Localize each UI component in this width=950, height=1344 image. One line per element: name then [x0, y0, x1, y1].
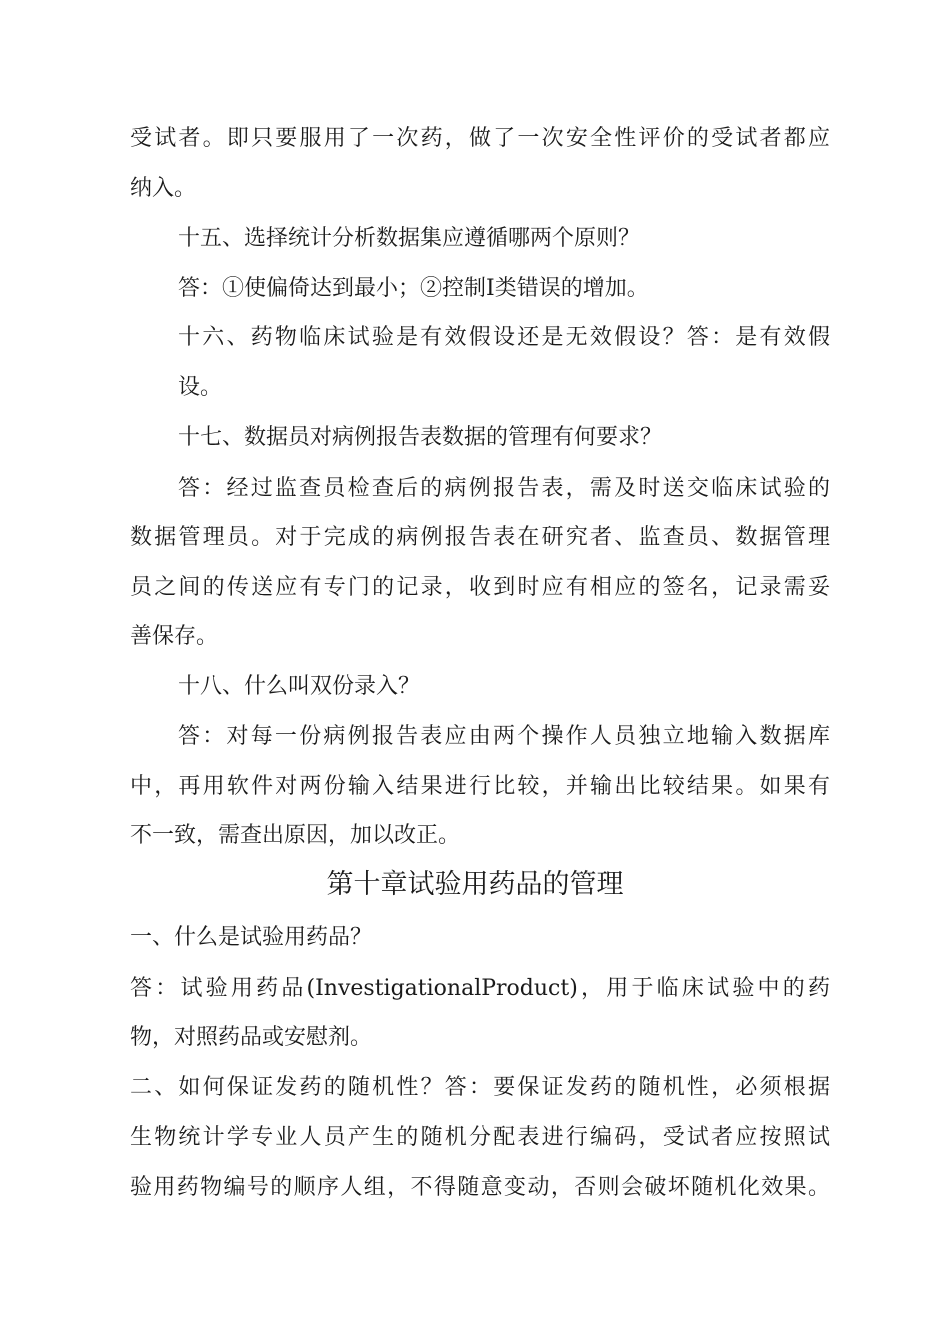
- paragraph-line: 生物统计学专业人员产生的随机分配表进行编码，受试者应按照试: [130, 1125, 830, 1150]
- question-18: 十八、什么叫双份录入？: [178, 674, 421, 699]
- question-2: 二、如何保证发药的随机性？答：要保证发药的随机性，必须根据: [130, 1075, 830, 1100]
- paragraph-line: 善保存。: [130, 624, 219, 649]
- paragraph-line: 中，再用软件对两份输入结果进行比较，并输出比较结果。如果有: [130, 774, 830, 799]
- paragraph-line: 员之间的传送应有专门的记录，收到时应有相应的签名，记录需妥: [130, 575, 830, 600]
- answer-1: 答：试验用药品(InvestigationalProduct)，用于临床试验中的药: [130, 976, 830, 1001]
- question-16-continued: 设。: [178, 375, 223, 400]
- paragraph-line: 数据管理员。对于完成的病例报告表在研究者、监查员、数据管理: [130, 525, 830, 550]
- answer-15: 答：①使偏倚达到最小；②控制Ⅰ类错误的增加。: [178, 276, 649, 301]
- answer-17: 答：经过监查员检查后的病例报告表，需及时送交临床试验的: [178, 476, 830, 501]
- question-17: 十七、数据员对病例报告表数据的管理有何要求？: [178, 425, 663, 450]
- answer-18: 答：对每一份病例报告表应由两个操作人员独立地输入数据库: [178, 724, 830, 749]
- paragraph-line: 物，对照药品或安慰剂。: [130, 1025, 373, 1050]
- question-16: 十六、药物临床试验是有效假设还是无效假设？答：是有效假: [178, 325, 830, 350]
- paragraph-line: 不一致，需查出原因，加以改正。: [130, 823, 461, 848]
- paragraph-line: 受试者。即只要服用了一次药，做了一次安全性评价的受试者都应: [130, 126, 830, 151]
- question-1: 一、什么是试验用药品？: [130, 925, 373, 950]
- paragraph-line: 验用药物编号的顺序人组，不得随意变动，否则会破坏随机化效果。: [130, 1175, 830, 1200]
- question-15: 十五、选择统计分析数据集应遵循哪两个原则？: [178, 226, 641, 251]
- paragraph-line: 纳入。: [130, 176, 197, 201]
- chapter-title: 第十章试验用药品的管理: [326, 869, 624, 900]
